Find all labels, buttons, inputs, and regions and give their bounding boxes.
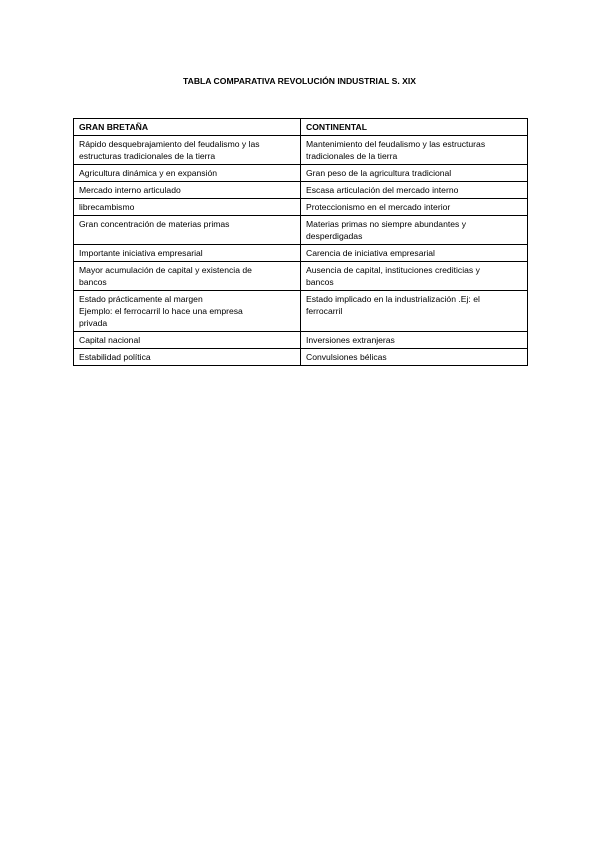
cell-text-line: Convulsiones bélicas bbox=[306, 352, 387, 362]
cell-text-line: Importante iniciativa empresarial bbox=[79, 248, 203, 258]
cell-text-line: Ejemplo: el ferrocarril lo hace una empresa bbox=[79, 306, 243, 316]
cell-text-line: Ausencia de capital, instituciones crediticias y bbox=[306, 265, 480, 275]
cell-continental bbox=[301, 199, 528, 216]
table-row bbox=[74, 165, 528, 182]
table-row bbox=[74, 136, 528, 165]
cell-text-line: privada bbox=[79, 318, 108, 328]
cell-gran-bretana bbox=[74, 216, 301, 245]
cell-text-line: estructuras tradicionales de la tierra bbox=[79, 151, 216, 161]
cell-gran-bretana bbox=[74, 262, 301, 291]
cell-gran-bretana bbox=[74, 349, 301, 366]
cell-gran-bretana bbox=[74, 182, 301, 199]
cell-text-line: Agricultura dinámica y en expansión bbox=[79, 168, 218, 178]
cell-text-line: Estabilidad política bbox=[79, 352, 151, 362]
cell-text-line: Gran concentración de materias primas bbox=[79, 219, 230, 229]
cell-text-line: Capital nacional bbox=[79, 335, 141, 345]
cell-text-line: Mercado interno articulado bbox=[79, 185, 181, 195]
cell-text-line: Mayor acumulación de capital y existencia de bbox=[79, 265, 252, 275]
cell-text-line: Estado implicado en la industrialización .Ej: el bbox=[306, 294, 480, 304]
cell-gran-bretana bbox=[74, 165, 301, 182]
cell-continental bbox=[301, 262, 528, 291]
cell-text-line: librecambismo bbox=[79, 202, 135, 212]
cell-text-line: bancos bbox=[306, 277, 334, 287]
cell-continental bbox=[301, 216, 528, 245]
cell-text-line: Rápido desquebrajamiento del feudalismo y las bbox=[79, 139, 260, 149]
cell-gran-bretana bbox=[74, 199, 301, 216]
page-title: TABLA COMPARATIVA REVOLUCIÓN INDUSTRIAL S. XIX bbox=[183, 76, 416, 86]
comparison-table bbox=[73, 118, 528, 366]
cell-text-line: tradicionales de la tierra bbox=[306, 151, 398, 161]
cell-continental bbox=[301, 165, 528, 182]
table-row bbox=[74, 245, 528, 262]
cell-gran-bretana bbox=[74, 136, 301, 165]
cell-continental bbox=[301, 182, 528, 199]
cell-text-line: Escasa articulación del mercado interno bbox=[306, 185, 459, 195]
table-row bbox=[74, 332, 528, 349]
cell-text-line: Inversiones extranjeras bbox=[306, 335, 395, 345]
table-body bbox=[74, 136, 528, 366]
cell-text-line: Proteccionismo en el mercado interior bbox=[306, 202, 451, 212]
cell-gran-bretana bbox=[74, 291, 301, 332]
table-row bbox=[74, 262, 528, 291]
header-continental: CONTINENTAL bbox=[301, 119, 528, 136]
cell-continental bbox=[301, 245, 528, 262]
header-gran-bretana: GRAN BRETAÑA bbox=[74, 119, 301, 136]
table-row bbox=[74, 199, 528, 216]
cell-continental bbox=[301, 291, 528, 332]
table-row bbox=[74, 291, 528, 332]
table-row bbox=[74, 349, 528, 366]
cell-text-line: Estado prácticamente al margen bbox=[79, 294, 203, 304]
cell-gran-bretana bbox=[74, 245, 301, 262]
cell-text-line: Carencia de iniciativa empresarial bbox=[306, 248, 435, 258]
cell-text-line: ferrocarril bbox=[306, 306, 343, 316]
cell-text-line: desperdigadas bbox=[306, 231, 363, 241]
table-row bbox=[74, 182, 528, 199]
cell-text-line: bancos bbox=[79, 277, 107, 287]
cell-continental bbox=[301, 136, 528, 165]
cell-text-line: Gran peso de la agricultura tradicional bbox=[306, 168, 452, 178]
cell-continental bbox=[301, 332, 528, 349]
table-row bbox=[74, 216, 528, 245]
cell-continental bbox=[301, 349, 528, 366]
cell-text-line: Materias primas no siempre abundantes y bbox=[306, 219, 467, 229]
cell-text-line: Mantenimiento del feudalismo y las estructuras bbox=[306, 139, 486, 149]
table-header-row bbox=[74, 119, 528, 136]
cell-gran-bretana bbox=[74, 332, 301, 349]
